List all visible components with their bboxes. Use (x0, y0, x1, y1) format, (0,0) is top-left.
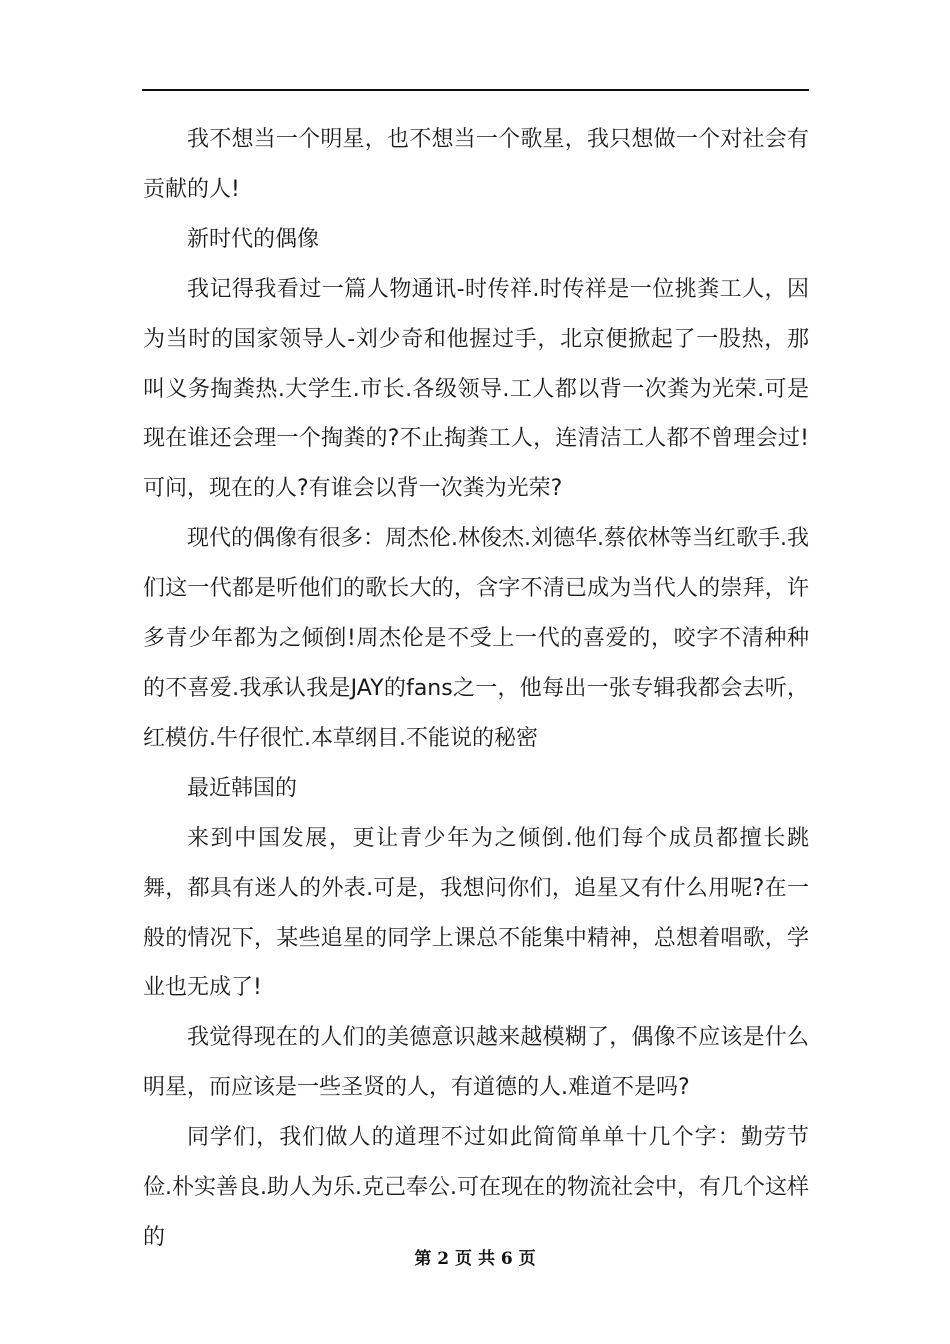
section-heading: 新时代的偶像 (187, 226, 320, 252)
paragraph: 现代的偶像有很多：周杰伦.林俊杰.刘德华.蔡依林等当红歌手.我们这一代都是听他们的歌长大的，含字不清已成为当代人的崇拜，许多青少年都为之倾倒!周杰伦是不受上一代的喜爱的，咬字不清种种的不喜爱.我承认我是JAY的fans之一，他每出一张专辑我都会去听，红模仿.牛仔很忙.本草纲目.不能说的秘密 (143, 526, 809, 751)
section-heading: 最近韩国的 (187, 775, 298, 801)
paragraph: 同学们，我们做人的道理不过如此简简单单十几个字：勤劳节俭.朴实善良.助人为乐.克己奉公.可在现在的物流社会中，有几个这样的 (143, 1125, 809, 1250)
paragraph: 我不想当一个明星，也不想当一个歌星，我只想做一个对社会有贡献的人! (143, 127, 809, 202)
body-text (143, 115, 809, 1263)
paragraph: 我记得我看过一篇人物通讯-时传祥.时传祥是一位挑粪工人，因为当时的国家领导人-刘少奇和他握过手，北京便掀起了一股热，那叫义务掏粪热.大学生.市长.各级领导.工人都以背一次粪为光荣.可是现在谁还会理一个掏粪的?不止掏粪工人，连清洁工人都不曾理会过!可问，现在的人?有谁会以背一次粪为光荣? (143, 276, 809, 502)
page-number-footer: 第 2 页 共 6 页 (414, 1249, 536, 1269)
paragraph: 我觉得现在的人们的美德意识越来越模糊了，偶像不应该是什么明星，而应该是一些圣贤的人，有道德的人.难道不是吗? (143, 1025, 809, 1101)
paragraph: 来到中国发展，更让青少年为之倾倒.他们每个成员都擅长跳舞，都具有迷人的外表.可是，我想问你们，追星又有什么用呢?在一般的情况下，某些追星的同学上课总不能集中精神，总想着唱歌，学业也无成了! (143, 825, 809, 1001)
header-rule (142, 89, 809, 91)
